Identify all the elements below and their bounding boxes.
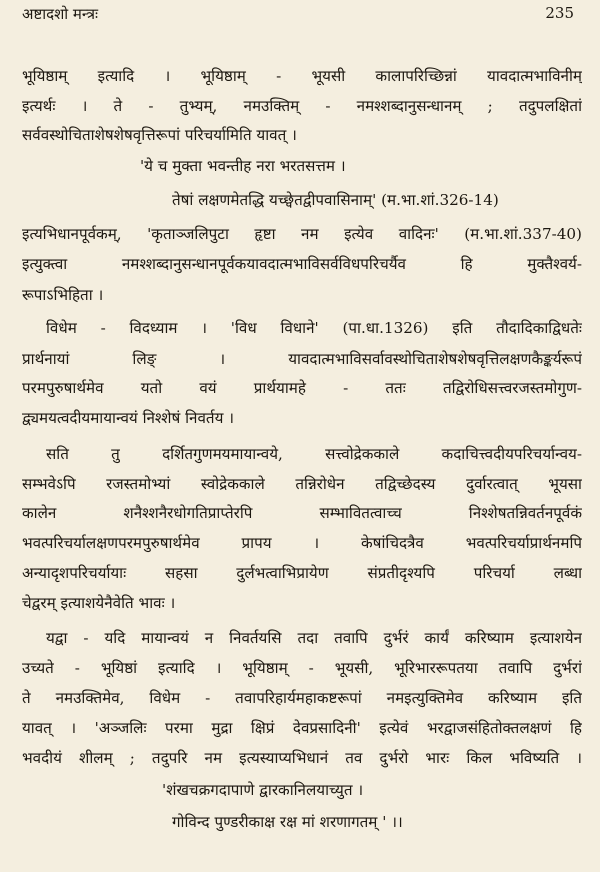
text-line: उच्यते - भूयिष्ठां इत्यादि । भूयिष्ठाम् - भूयसी, भूरिभाररूपतया तवापि दुर्भरां: [22, 659, 582, 677]
text-line: ते नमउक्तिमेव, विधेम - तवापरिहार्यमहाकष्टरूपां नमइत्युक्तिमेव करिष्याम इति: [22, 689, 582, 707]
text-line: अन्यादृशपरिचर्यायाः सहसा दुर्लभत्वाभिप्रायेण संप्रतीदृश्यपि परिचर्या लब्धा: [22, 564, 582, 582]
text-line: कालेन शनैश्शनैरधोगतिप्राप्तेरपि सम्भावितत्वाच्च निश्शेषतन्निवर्तनपूर्वकं: [22, 504, 582, 522]
running-title: अष्टादशो मन्त्रः: [22, 5, 99, 23]
text-line: सति तु दर्शितगुणमयमायान्वये, सत्त्वोद्रेककाले कदाचित्त्वदीयपरिचर्यान्वय-: [46, 445, 582, 463]
text-line: सर्ववस्थोचिताशेषशेषवृत्तिरूपां परिचर्यामिति यावत् ।: [22, 126, 297, 144]
text-line: भवत्परिचर्यालक्षणपरमपुरुषार्थमेव प्रापय । केषांचिदत्रैव भवत्परिचर्याप्रार्थनमपि: [22, 534, 582, 552]
text-line: चेद्वरम् इत्याशयेनैवेति भावः ।: [22, 594, 176, 612]
verse-line: तेषां लक्षणमेतद्धि यच्छ्वेतद्वीपवासिनाम्' (म.भा.शां.326-14): [172, 191, 499, 209]
text-line: इत्युक्त्वा नमश्शब्दानुसन्धानपूर्वकयावदात्मभाविसर्वविधपरिचर्यैव हि मुक्तैश्वर्य-: [22, 255, 582, 273]
verse-line: गोविन्द पुण्डरीकाक्ष रक्ष मां शरणागतम् ' ।।: [172, 813, 403, 831]
text-line: परमपुरुषार्थमेव यतो वयं प्रार्थयामहे - ततः तद्विरोधिसत्त्वरजस्तमोगुण-: [22, 379, 582, 397]
text-line: रूपाऽभिहिता ।: [22, 286, 104, 304]
page-number: 235: [545, 4, 574, 22]
text-line: यद्वा - यदि मायान्वयं न निवर्तयसि तदा तवापि दुर्भरं कार्यं करिष्याम इत्याशयेन: [46, 629, 582, 647]
verse-line: 'ये च मुक्ता भवन्तीह नरा भरतसत्तम ।: [140, 157, 346, 175]
text-line: भूयिष्ठाम् इत्यादि । भूयिष्ठाम् - भूयसी कालापरिच्छिन्नां यावदात्मभाविनीम्: [22, 67, 582, 85]
text-line: इत्यभिधानपूर्वकम्, 'कृताञ्जलिपुटा हृष्टा नम इत्येव वादिनः' (म.भा.शां.337-40): [22, 225, 582, 243]
text-line: प्रार्थनायां लिङ् । यावदात्मभाविसर्वावस्थोचिताशेषशेषवृत्तिलक्षणकैङ्कर्यरूपं: [22, 350, 582, 368]
text-line: सम्भवेऽपि रजस्तमोभ्यां स्वोद्रेककाले तन्निरोधेन तद्विच्छेदस्य दुर्वारत्वात् भूयसा: [22, 475, 582, 493]
text-line: यावत् । 'अञ्जलिः परमा मुद्रा क्षिप्रं देवप्रसादिनी' इत्येवं भरद्वाजसंहितोक्तलक्षणं हि: [22, 719, 582, 737]
text-line: भवदीयं शीलम् ; तदुपरि नम इत्यस्याप्यभिधानं तव दुर्भरो भारः किल भविष्यति ।: [22, 749, 582, 767]
text-line: द्व्यमयत्वदीयमायान्वयं निश्शेषं निवर्तय ।: [22, 409, 234, 427]
text-line: इत्यर्थः । ते - तुभ्यम्, नमउक्तिम् - नमश्शब्दानुसन्धानम् ; तदुपलक्षितां: [22, 97, 582, 115]
verse-line: 'शंखचक्रगदापाणे द्वारकानिलयाच्युत ।: [162, 781, 364, 799]
text-line: विधेम - विदध्याम । 'विध विधाने' (पा.धा.1326) इति तौदादिकाद्विधतेः: [46, 319, 582, 337]
